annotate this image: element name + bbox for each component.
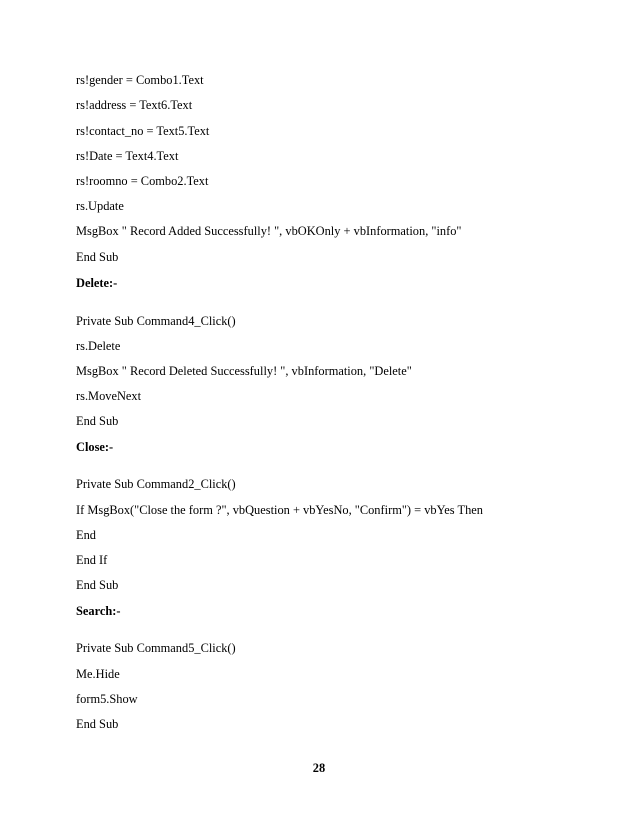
code-line: End Sub [76, 717, 119, 731]
code-line: End [76, 528, 96, 542]
code-line: rs.Delete [76, 339, 121, 353]
code-line: Private Sub Command4_Click() [76, 314, 236, 328]
code-line: If MsgBox("Close the form ?", vbQuestion + vbYesNo, "Confirm") = vbYes Then [76, 503, 483, 517]
code-line: End Sub [76, 250, 119, 264]
code-line: rs!address = Text6.Text [76, 98, 193, 112]
section-heading-close: Close:- [76, 440, 114, 454]
code-line: form5.Show [76, 692, 138, 706]
page-number: 28 [312, 761, 326, 775]
code-line: Private Sub Command5_Click() [76, 641, 236, 655]
code-line: rs.Update [76, 199, 124, 213]
code-line: Private Sub Command2_Click() [76, 477, 236, 491]
section-heading-delete: Delete:- [76, 276, 118, 290]
code-line: MsgBox " Record Added Successfully! ", vbOKOnly + vbInformation, "info" [76, 224, 462, 238]
code-line: rs!Date = Text4.Text [76, 149, 179, 163]
code-line: rs!roomno = Combo2.Text [76, 174, 209, 188]
section-heading-search: Search:- [76, 604, 121, 618]
code-line: End Sub [76, 578, 119, 592]
code-line: rs!gender = Combo1.Text [76, 73, 204, 87]
code-line: rs!contact_no = Text5.Text [76, 124, 210, 138]
code-line: MsgBox " Record Deleted Successfully! ", vbInformation, "Delete" [76, 364, 412, 378]
code-line: End If [76, 553, 108, 567]
code-line: Me.Hide [76, 667, 120, 681]
code-line: End Sub [76, 414, 119, 428]
code-line: rs.MoveNext [76, 389, 142, 403]
